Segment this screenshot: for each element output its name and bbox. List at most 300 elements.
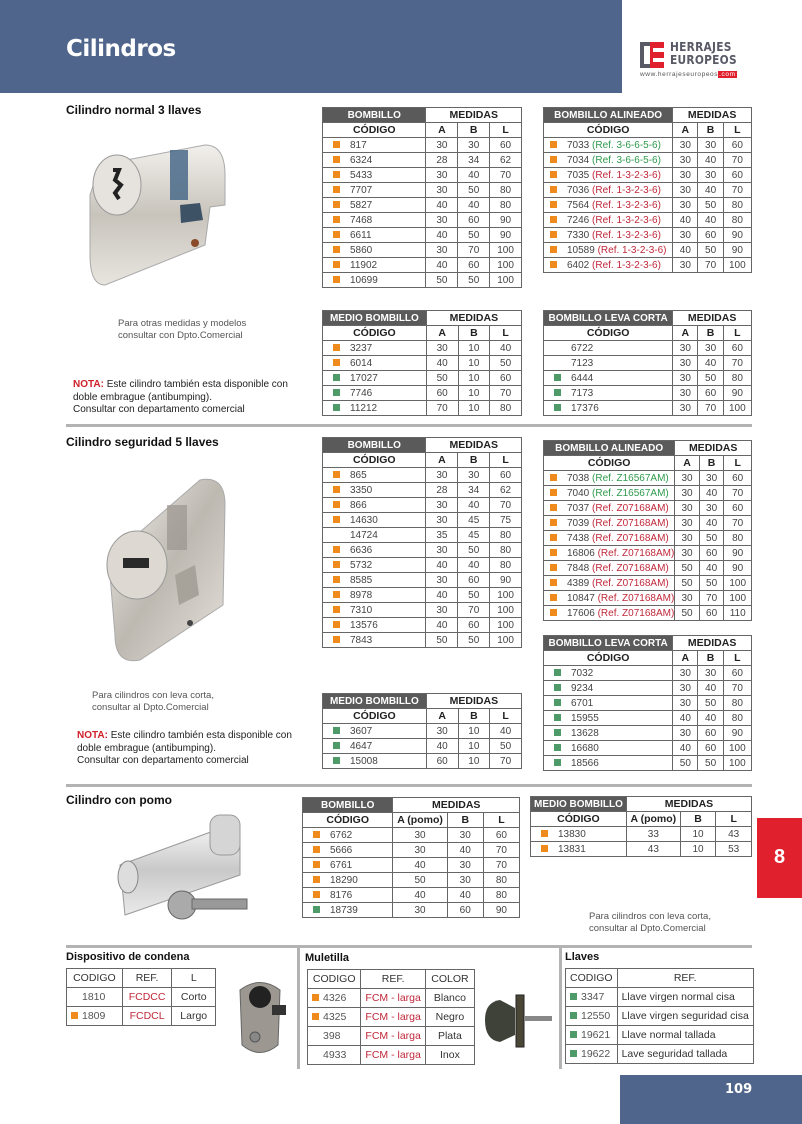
code-cell [544, 576, 675, 591]
measure-b: 40 [458, 168, 490, 183]
stock-square-icon [541, 845, 548, 852]
measure-b: 30 [447, 828, 483, 843]
stock-square-icon [333, 486, 340, 493]
measure-a: 30 [675, 591, 700, 606]
measure-a: 30 [393, 828, 447, 843]
measure-b: 10 [458, 356, 490, 371]
product-ref: (Ref. Z07168AM) [592, 502, 669, 514]
measure-b: 30 [698, 138, 723, 153]
product-code: 17606 [567, 607, 595, 619]
product-code: 13831 [558, 843, 586, 855]
product-l: Largo [180, 1010, 208, 1022]
product-code: 13628 [571, 727, 599, 739]
table-row [566, 988, 754, 1007]
measure-l: 80 [724, 531, 752, 546]
product-code: 7246 [567, 214, 590, 226]
column-divider [297, 945, 300, 1069]
section-title-normal3: Cilindro normal 3 llaves [66, 103, 202, 117]
section-title-seguridad5: Cilindro seguridad 5 llaves [66, 435, 219, 449]
ref-cell [361, 1046, 425, 1065]
measure-b: 40 [698, 711, 723, 726]
code-cell [323, 739, 427, 754]
l-cell [172, 1007, 216, 1026]
table-row [323, 739, 522, 754]
measure-a: 30 [675, 516, 700, 531]
table-row [544, 371, 752, 386]
product-l: Corto [180, 991, 207, 1003]
table-row [323, 633, 522, 648]
logo-line-2: EUROPEOS [670, 52, 737, 67]
measure-l: 40 [490, 341, 522, 356]
measure-l: 80 [490, 543, 522, 558]
code-cell [544, 258, 673, 273]
code-cell [323, 243, 426, 258]
codigo-header: CÓDIGO [544, 456, 675, 471]
measure-b: 50 [458, 588, 490, 603]
measure-a: 30 [675, 531, 700, 546]
table-seguridad5-bombillo [322, 437, 522, 648]
stock-square-icon [312, 1013, 319, 1020]
nota-text: Este cilindro también esta disponible con [107, 730, 292, 741]
measure-l: 90 [723, 243, 751, 258]
stock-square-icon [312, 994, 319, 1001]
codigo-header: CÓDIGO [531, 812, 627, 827]
codigo-header: CÓDIGO [323, 123, 426, 138]
stock-square-icon [550, 504, 557, 511]
measure-a: 30 [673, 681, 698, 696]
table-row [323, 588, 522, 603]
measure-b: 50 [699, 531, 724, 546]
product-code: 7036 [567, 184, 590, 196]
stock-square-icon [550, 261, 557, 268]
medidas-header: MEDIDAS [426, 108, 522, 123]
measure-a: 30 [673, 258, 698, 273]
measure-b: 10 [458, 371, 490, 386]
code-cell [323, 386, 427, 401]
measure-a: 40 [393, 888, 447, 903]
code-cell [323, 498, 426, 513]
measure-l: 80 [723, 711, 751, 726]
product-code: 3237 [350, 342, 373, 354]
medidas-header: MEDIDAS [426, 694, 521, 709]
table-row [566, 1045, 754, 1064]
measure-a: 60 [426, 754, 458, 769]
product-ref: (Ref. 3-6-6-5-6) [592, 154, 661, 166]
measure-l: 90 [723, 386, 751, 401]
note-line: consultar al Dpto.Comercial [92, 702, 209, 713]
measure-l: 100 [490, 618, 522, 633]
medidas-header: MEDIDAS [673, 636, 752, 651]
code-cell [531, 827, 627, 842]
product-ref: FCM - larga [365, 1011, 421, 1023]
table-row [566, 1007, 754, 1026]
stock-square-icon [554, 374, 561, 381]
measure-a: 50 [426, 273, 458, 288]
codigo-header: CÓDIGO [323, 453, 426, 468]
product-ref: FCDCC [128, 991, 166, 1003]
product-code: 7035 [567, 169, 590, 181]
stock-square-icon [313, 846, 320, 853]
medidas-header: MEDIDAS [426, 438, 522, 453]
table-row [544, 576, 752, 591]
table-row [544, 213, 752, 228]
measure-l: 90 [490, 573, 522, 588]
code-cell [544, 341, 673, 356]
table-title: BOMBILLO LEVA CORTA [544, 636, 673, 651]
table-row [544, 531, 752, 546]
code-cell [303, 873, 393, 888]
product-code: 6636 [350, 544, 373, 556]
measure-a: 43 [626, 842, 680, 857]
table-row [303, 903, 520, 918]
chapter-tab[interactable]: 8 [757, 818, 802, 898]
measure-b: 70 [458, 243, 490, 258]
product-code: 18739 [330, 904, 358, 916]
column-header-row [323, 709, 522, 724]
table-row [323, 513, 522, 528]
stock-square-icon [550, 579, 557, 586]
table-row [323, 401, 522, 416]
measure-b: 50 [698, 371, 723, 386]
table-row [303, 888, 520, 903]
stock-square-icon [570, 1031, 577, 1038]
cylinder-security-image [95, 465, 235, 665]
measure-l: 80 [490, 198, 522, 213]
product-code: 5860 [350, 244, 373, 256]
header-row [323, 108, 522, 123]
measure-a: 40 [426, 356, 458, 371]
measure-l: 70 [483, 843, 519, 858]
measure-b: 40 [698, 183, 723, 198]
measure-a: 50 [426, 371, 458, 386]
b-header: B [698, 651, 723, 666]
stock-square-icon [570, 993, 577, 1000]
medidas-header: MEDIDAS [626, 797, 751, 812]
table-row [323, 183, 522, 198]
note-seguridad5 [92, 690, 214, 714]
measure-a: 30 [673, 371, 698, 386]
measure-b: 40 [458, 558, 490, 573]
product-code: 11902 [350, 259, 378, 271]
stock-square-icon [550, 216, 557, 223]
condena-device-image [230, 975, 290, 1060]
measure-l: 60 [723, 138, 751, 153]
measure-l: 60 [723, 341, 751, 356]
measure-a: 40 [426, 588, 458, 603]
table-condena [66, 968, 216, 1026]
b-header: B [458, 123, 490, 138]
measure-l: 60 [723, 666, 751, 681]
a-header: A (pomo) [626, 812, 680, 827]
measure-a: 30 [673, 726, 698, 741]
stock-square-icon [333, 621, 340, 628]
stock-square-icon [333, 757, 340, 764]
product-ref: (Ref. Z07168AM) [592, 517, 669, 529]
measure-b: 40 [447, 843, 483, 858]
l-header: L [716, 812, 752, 827]
measure-l: 80 [483, 873, 519, 888]
product-code: 13830 [558, 828, 586, 840]
stock-square-icon [333, 727, 340, 734]
product-code: 18566 [571, 757, 599, 769]
column-header-row [67, 969, 216, 988]
product-ref: (Ref. Z16567AM) [592, 472, 669, 484]
measure-l: 100 [490, 273, 522, 288]
logo-url-tld: .com [719, 71, 736, 78]
stock-square-icon [550, 549, 557, 556]
product-code: 7468 [350, 214, 373, 226]
product-code: 17376 [571, 402, 599, 414]
table-row [323, 543, 522, 558]
b-header: B [698, 123, 723, 138]
measure-l: 50 [490, 739, 522, 754]
measure-b: 10 [458, 724, 490, 739]
table-row [67, 988, 216, 1007]
measure-a: 30 [673, 696, 698, 711]
table-row [323, 138, 522, 153]
stock-square-icon [550, 594, 557, 601]
measure-l: 90 [490, 228, 522, 243]
b-header: B [458, 453, 490, 468]
measure-l: 70 [724, 486, 752, 501]
column-header-row [308, 970, 475, 989]
product-code: 7037 [567, 502, 590, 514]
product-code: 7746 [350, 387, 373, 399]
table-row [308, 1046, 475, 1065]
section-title-pomo: Cilindro con pomo [66, 793, 172, 807]
table-title: BOMBILLO [323, 108, 426, 123]
column-header-row [544, 326, 752, 341]
codigo-cell [308, 989, 361, 1008]
measure-b: 30 [458, 138, 490, 153]
medidas-header: MEDIDAS [393, 798, 520, 813]
product-code: 7032 [571, 667, 594, 679]
measure-b: 34 [458, 153, 490, 168]
stock-square-icon [550, 171, 557, 178]
code-cell [323, 356, 427, 371]
stock-square-icon [550, 246, 557, 253]
ref-header: REF. [361, 970, 425, 989]
measure-a: 30 [426, 543, 458, 558]
nota-text: doble embrague (antibumping). [73, 391, 212, 403]
product-code: 7707 [350, 184, 373, 196]
code-cell [544, 756, 673, 771]
measure-l: 60 [724, 471, 752, 486]
header-row [323, 694, 522, 709]
measure-b: 60 [447, 903, 483, 918]
product-code: 7038 [567, 472, 590, 484]
code-cell [544, 591, 675, 606]
measure-a: 40 [426, 258, 458, 273]
measure-b: 10 [680, 827, 716, 842]
a-header: A [673, 651, 698, 666]
note-line: consultar con Dpto.Comercial [118, 330, 243, 341]
table-normal3-leva [543, 310, 752, 416]
a-header: A [673, 123, 698, 138]
stock-square-icon [313, 831, 320, 838]
codigo-header: CÓDIGO [544, 326, 673, 341]
table-title: MEDIO BOMBILLO [323, 694, 427, 709]
table-row [323, 198, 522, 213]
stock-square-icon [333, 561, 340, 568]
section-title-condena: Dispositivo de condena [66, 951, 190, 963]
measure-a: 30 [426, 341, 458, 356]
measure-l: 90 [483, 903, 519, 918]
table-row [323, 258, 522, 273]
table-pomo-bombillo [302, 797, 520, 918]
code-cell [323, 468, 426, 483]
codigo-header: CÓDIGO [303, 813, 393, 828]
measure-a: 30 [426, 724, 458, 739]
a-header: A [426, 709, 458, 724]
stock-square-icon [554, 669, 561, 676]
measure-a: 30 [426, 513, 458, 528]
measure-b: 40 [699, 561, 724, 576]
measure-a: 40 [673, 741, 698, 756]
stock-square-icon [312, 1051, 319, 1058]
measure-b: 30 [458, 468, 490, 483]
code-cell [323, 228, 426, 243]
stock-square-icon [333, 374, 340, 381]
stock-square-icon [333, 344, 340, 351]
measure-a: 30 [673, 183, 698, 198]
product-ref: (Ref. Z07168AM) [597, 547, 675, 559]
ref-cell [617, 1007, 753, 1026]
code-cell [544, 726, 673, 741]
code-cell [544, 228, 673, 243]
cylinder-normal-image [85, 135, 235, 295]
measure-l: 100 [490, 588, 522, 603]
measure-b: 60 [698, 726, 723, 741]
product-code: 7330 [567, 229, 590, 241]
l-header: L [723, 123, 751, 138]
code-cell [323, 198, 426, 213]
measure-b: 50 [698, 696, 723, 711]
product-ref: (Ref. 1-3-2-3-6) [592, 184, 661, 196]
product-code: 7564 [567, 199, 590, 211]
table-row [323, 371, 522, 386]
footer-band [620, 1075, 802, 1124]
code-cell [544, 741, 673, 756]
codigo-cell [67, 1007, 123, 1026]
logo-url [640, 71, 737, 78]
code-cell [323, 528, 426, 543]
section-divider [66, 784, 752, 787]
ref-cell [617, 1045, 753, 1064]
product-ref: FCM - larga [365, 992, 421, 1004]
product-code: 17027 [350, 372, 378, 384]
measure-a: 30 [673, 401, 698, 416]
codigo-header: CÓDIGO [544, 123, 673, 138]
stock-square-icon [550, 231, 557, 238]
code-cell [544, 386, 673, 401]
stock-square-icon [333, 389, 340, 396]
l-header: L [723, 651, 751, 666]
measure-l: 50 [490, 356, 522, 371]
code-cell [323, 213, 426, 228]
code-cell [544, 531, 675, 546]
ref-header: REF. [617, 969, 753, 988]
column-header-row [323, 123, 522, 138]
code-cell [303, 858, 393, 873]
measure-b: 34 [458, 483, 490, 498]
code-cell [544, 153, 673, 168]
ref-cell [617, 988, 753, 1007]
measure-a: 40 [673, 213, 698, 228]
table-row [544, 591, 752, 606]
stock-square-icon [570, 1050, 577, 1057]
table-row [323, 243, 522, 258]
code-cell [323, 754, 427, 769]
table-seguridad5-medio [322, 693, 522, 769]
table-row [544, 726, 752, 741]
measure-l: 60 [490, 138, 522, 153]
logo-line-1: HERRAJES [670, 39, 732, 54]
product-color: Inox [440, 1049, 460, 1061]
code-cell [323, 588, 426, 603]
stock-square-icon [333, 156, 340, 163]
codigo-cell [308, 1027, 361, 1046]
muletilla-knob-image [480, 990, 555, 1050]
table-row [544, 471, 752, 486]
product-code: 8176 [330, 889, 353, 901]
stock-square-icon [554, 759, 561, 766]
measure-l: 43 [716, 827, 752, 842]
product-ref: Llave virgen normal cisa [621, 991, 735, 1003]
table-row [308, 1008, 475, 1027]
product-code: 13576 [350, 619, 378, 631]
measure-a: 30 [426, 183, 458, 198]
measure-a: 30 [673, 356, 698, 371]
measure-b: 70 [698, 258, 723, 273]
table-row [544, 516, 752, 531]
section-divider [66, 424, 752, 427]
ref-cell [617, 1026, 753, 1045]
measure-a: 30 [673, 341, 698, 356]
stock-square-icon [554, 359, 561, 366]
product-code: 5666 [330, 844, 353, 856]
code-cell [323, 724, 427, 739]
table-row [544, 258, 752, 273]
nota-text: Consultar con departamento comercial [73, 404, 245, 415]
measure-b: 50 [698, 243, 723, 258]
measure-l: 70 [490, 498, 522, 513]
table-row [544, 386, 752, 401]
table-row [323, 528, 522, 543]
product-code: 7034 [567, 154, 590, 166]
stock-square-icon [313, 891, 320, 898]
table-llaves [565, 968, 754, 1064]
code-cell [544, 471, 675, 486]
codigo-cell [566, 988, 618, 1007]
table-row [531, 842, 752, 857]
table-title: BOMBILLO ALINEADO [544, 108, 673, 123]
product-code: 865 [350, 469, 367, 481]
measure-b: 50 [458, 633, 490, 648]
measure-b: 60 [698, 741, 723, 756]
code-cell [323, 371, 427, 386]
measure-b: 30 [447, 858, 483, 873]
measure-l: 90 [490, 213, 522, 228]
measure-l: 70 [724, 516, 752, 531]
codigo-header: CÓDIGO [323, 326, 427, 341]
stock-square-icon [554, 744, 561, 751]
measure-b: 10 [458, 401, 490, 416]
column-header-row [531, 812, 752, 827]
codigo-header: CODIGO [67, 969, 123, 988]
measure-l: 100 [723, 741, 751, 756]
l-header: L [723, 326, 751, 341]
